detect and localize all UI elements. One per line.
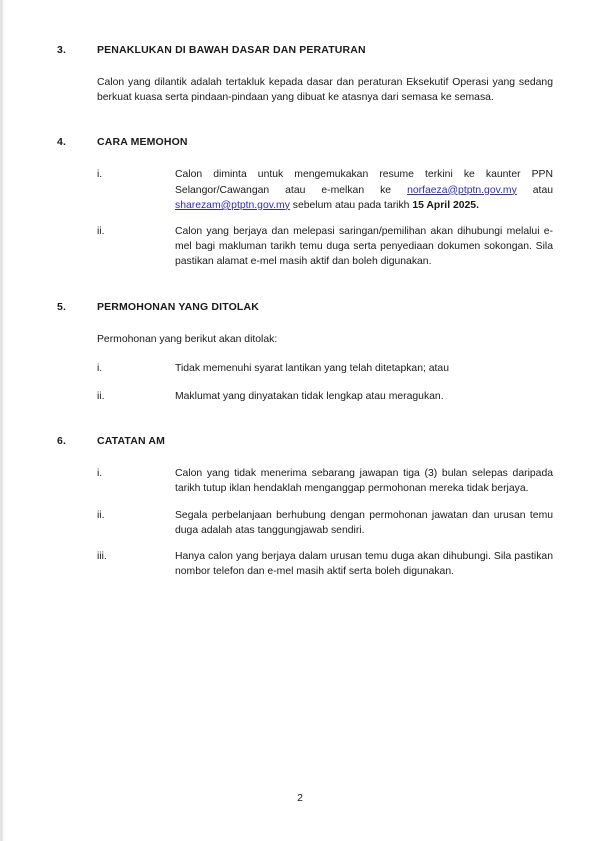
list-item-marker: i. <box>97 362 103 374</box>
document-content <box>57 44 553 579</box>
section-4 <box>57 136 553 269</box>
spacer <box>57 376 553 389</box>
section-5-list <box>57 361 553 404</box>
spacer <box>57 270 553 301</box>
application-deadline-date: 15 April 2025. <box>412 199 479 211</box>
list-item-marker: i. <box>97 468 103 480</box>
email-link-norfaeza[interactable]: norfaeza@ptptn.gov.my <box>407 184 517 196</box>
section-4-list <box>57 167 553 269</box>
item-text-part-3: sebelum atau pada tarikh <box>289 199 413 211</box>
spacer <box>57 538 553 549</box>
list-item-text: Segala perbelanjaan berhubung dengan permohonan jawatan dan urusan temu duga adalah atas tanggungjawab sendiri. <box>175 509 553 536</box>
section-5-title: PERMOHONAN YANG DITOLAK <box>97 300 259 313</box>
section-3 <box>57 44 553 105</box>
list-item-text <box>175 167 553 213</box>
list-item <box>97 167 553 213</box>
spacer <box>57 151 553 167</box>
spacer <box>57 497 553 508</box>
spacer <box>57 105 553 136</box>
section-6 <box>57 435 553 579</box>
section-4-title: CARA MEMOHON <box>97 136 188 149</box>
page-edge-shadow-inner <box>4 0 7 841</box>
list-item-text: Hanya calon yang berjaya dalam urusan temu duga akan dihubungi. Sila pastikan nombor telefon dan e-mel masih aktif serta boleh digunakan. <box>175 551 553 578</box>
list-item-marker: ii. <box>97 509 105 521</box>
list-item-marker: ii. <box>97 391 105 403</box>
section-6-number: 6. <box>57 435 66 448</box>
section-3-number: 3. <box>57 44 66 56</box>
section-6-title: CATATAN AM <box>97 435 165 448</box>
section-5-heading <box>57 301 553 316</box>
section-4-number: 4. <box>57 136 66 149</box>
spacer <box>57 59 553 75</box>
list-item <box>97 361 553 376</box>
item-text-part-1: Calon diminta untuk mengemukakan resume terkini ke kaunter PPN Selangor/Cawangan atau e-melkan ke <box>175 169 553 196</box>
spacer <box>57 450 553 466</box>
page-number: 2 <box>297 793 303 804</box>
list-item-text: Maklumat yang dinyatakan tidak lengkap atau meragukan. <box>175 391 444 403</box>
list-item-text: Tidak memenuhi syarat lantikan yang telah ditetapkan; atau <box>175 362 449 374</box>
section-3-title: PENAKLUKAN DI BAWAH DASAR DAN PERATURAN <box>97 44 366 56</box>
list-item <box>97 549 553 579</box>
section-3-paragraph: Calon yang dilantik adalah tertakluk kepada dasar dan peraturan Eksekutif Operasi yang sedang berkuat kuasa serta pindaan-pindaan yang dibuat ke atasnya dari semasa ke semasa. <box>97 77 553 104</box>
spacer <box>57 316 553 332</box>
email-link-sharezam[interactable]: sharezam@ptptn.gov.my <box>175 199 290 211</box>
list-item <box>97 466 553 496</box>
spacer <box>57 404 553 435</box>
spacer <box>57 347 553 361</box>
list-item <box>97 389 553 404</box>
section-5-intro: Permohonan yang berikut akan ditolak: <box>97 333 278 345</box>
section-5-number: 5. <box>57 300 66 313</box>
list-item-marker: i. <box>97 169 103 181</box>
list-item-marker: ii. <box>97 226 105 238</box>
section-5 <box>57 301 553 405</box>
section-6-heading <box>57 435 553 450</box>
section-6-list <box>57 466 553 579</box>
section-3-heading <box>57 44 553 59</box>
list-item-text: Calon yang tidak menerima sebarang jawapan tiga (3) bulan selepas daripada tarikh tutup iklan hendaklah menganggap permohonan mereka tidak berjaya. <box>175 468 553 495</box>
list-item-text: Calon yang berjaya dan melepasi saringan/pemilihan akan dihubungi melalui e-mel bagi makluman tarikh temu duga serta penyediaan dokumen sokongan. Sila pastikan alamat e-mel masih aktif dan boleh digunakan. <box>175 226 553 268</box>
list-item-marker: iii. <box>97 551 107 563</box>
item-text-part-2: atau <box>516 184 553 196</box>
section-4-heading <box>57 136 553 151</box>
spacer <box>57 213 553 224</box>
list-item <box>97 508 553 538</box>
list-item <box>97 224 553 270</box>
